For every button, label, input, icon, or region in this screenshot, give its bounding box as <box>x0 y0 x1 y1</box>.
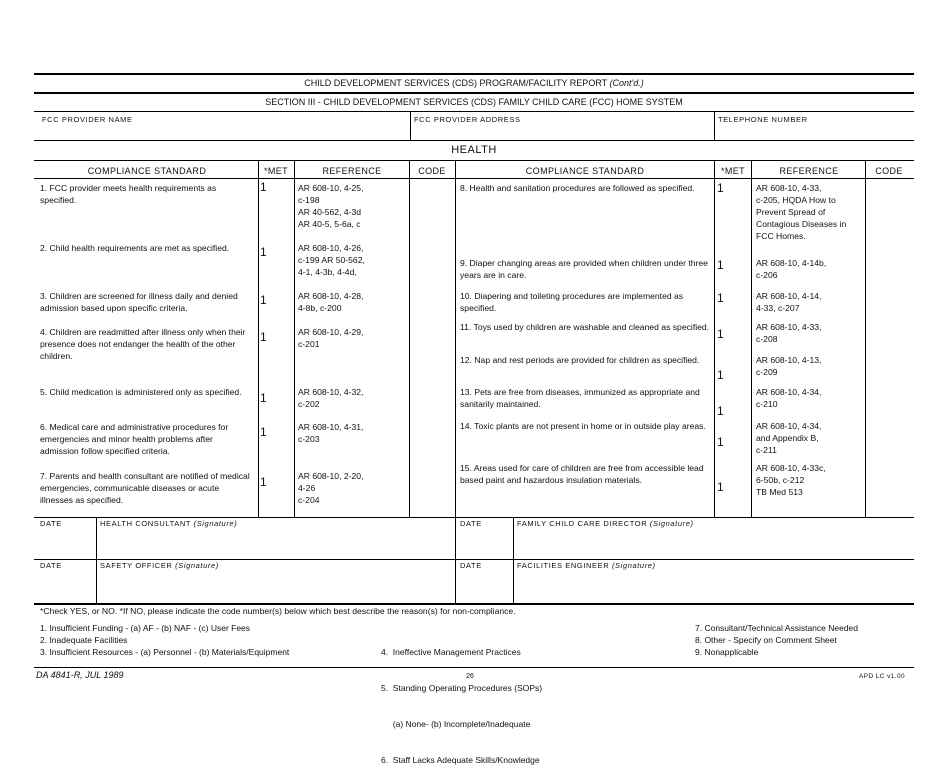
code-1: 1. Insufficient Funding - (a) AF - (b) NAF - (c) User Fees <box>40 623 251 633</box>
telephone-number-label: TELEPHONE NUMBER <box>718 115 808 124</box>
reference-11: AR 608-10, 4-33, c-208 <box>756 322 822 344</box>
standard-11: 11. Toys used by children are washable and cleaned as specified. <box>460 322 710 332</box>
met-13[interactable]: 1 <box>717 404 724 418</box>
fcc-provider-address-field[interactable] <box>414 126 710 138</box>
section-title: SECTION III - CHILD DEVELOPMENT SERVICES (CDS) FAMILY CHILD CARE (FCC) HOME SYSTEM <box>265 97 683 107</box>
page-number: 26 <box>466 673 474 680</box>
met-14[interactable]: 1 <box>717 435 724 449</box>
reference-6: AR 608-10, 4-31, c-203 <box>298 422 364 444</box>
met-7[interactable]: 1 <box>260 475 267 489</box>
fcc-provider-name-label: FCC PROVIDER NAME <box>42 115 133 124</box>
standard-14: 14. Toxic plants are not present in home or in outside play areas. <box>460 421 706 431</box>
fcc-director-date-label: DATE <box>460 519 482 528</box>
reference-8: AR 608-10, 4-33, c-205, HQDA How to Prevent Spread of Contagious Diseases in FCC Homes. <box>756 183 847 241</box>
safety-officer-date-field[interactable] <box>38 574 92 600</box>
standard-1: 1. FCC provider meets health requirements as specified. <box>40 183 217 205</box>
right-met-header: *MET <box>720 166 746 176</box>
met-1[interactable]: 1 <box>260 180 267 194</box>
met-15[interactable]: 1 <box>717 480 724 494</box>
code-3: 3. Insufficient Resources - (a) Personnel - (b) Materials/Equipment <box>40 647 290 657</box>
title-rule <box>34 92 914 94</box>
right-standard-header: COMPLIANCE STANDARD <box>525 166 645 176</box>
reference-10: AR 608-10, 4-14, 4-33, c-207 <box>756 291 822 313</box>
fcc-director-label: FAMILY CHILD CARE DIRECTOR (Signature) <box>517 519 694 528</box>
standard-3: 3. Children are screened for illness daily and denied admission based upon specific criteria. <box>40 291 238 313</box>
fcc-provider-name-field[interactable] <box>42 126 404 138</box>
met-11[interactable]: 1 <box>717 327 724 341</box>
facilities-engineer-date-field[interactable] <box>458 574 510 600</box>
right-code-header: CODE <box>875 166 903 176</box>
footnote: *Check YES, or NO. *If NO, please indicate the code number(s) below which best describe the reason(s) for non-compliance. <box>40 606 516 616</box>
left-met-header: *MET <box>263 166 289 176</box>
reference-4: AR 608-10, 4-29, c-201 <box>298 327 364 349</box>
reference-13: AR 608-10, 4-34, c-210 <box>756 387 822 409</box>
facilities-engineer-label: FACILITIES ENGINEER (Signature) <box>517 561 656 570</box>
left-standard-header: COMPLIANCE STANDARD <box>87 166 207 176</box>
codes-column-2 <box>381 622 681 778</box>
met-3[interactable]: 1 <box>260 293 267 307</box>
health-consultant-date-label: DATE <box>40 519 62 528</box>
met-4[interactable]: 1 <box>260 330 267 344</box>
reference-7: AR 608-10, 2-20, 4-26 c-204 <box>298 471 364 505</box>
right-reference-header: REFERENCE <box>779 166 839 176</box>
reference-9: AR 608-10, 4-14b, c-206 <box>756 258 827 280</box>
section-rule <box>34 111 914 112</box>
reference-12: AR 608-10, 4-13, c-209 <box>756 355 822 377</box>
code-8: 8. Other - Specify on Comment Sheet <box>695 635 837 645</box>
safety-officer-date-label: DATE <box>40 561 62 570</box>
version-label: APD LC v1.00 <box>859 673 905 680</box>
standard-6: 6. Medical care and administrative procedures for emergencies and minor health problems after admission follow specified criteria. <box>40 422 229 456</box>
standard-12: 12. Nap and rest periods are provided for children as specified. <box>460 355 700 365</box>
met-9[interactable]: 1 <box>717 258 724 272</box>
code-7: 7. Consultant/Technical Assistance Needed <box>695 623 859 633</box>
reference-3: AR 608-10, 4-28, 4-8b, c-200 <box>298 291 364 313</box>
standard-4: 4. Children are readmitted after illness only when their presence does not endanger the health of the other children. <box>40 327 246 361</box>
code-6: 6. Staff Lacks Adequate Skills/Knowledge <box>381 755 540 765</box>
facilities-engineer-signature-field[interactable] <box>517 574 911 600</box>
met-2[interactable]: 1 <box>260 245 267 259</box>
met-10[interactable]: 1 <box>717 291 724 305</box>
telephone-number-field[interactable] <box>718 126 910 138</box>
health-consultant-date-field[interactable] <box>38 532 92 556</box>
health-heading: HEALTH <box>451 144 497 156</box>
code-5-detail: (a) None- (b) Incomplete/Inadequate <box>381 719 531 729</box>
standard-8: 8. Health and sanitation procedures are followed as specified. <box>460 183 695 193</box>
safety-officer-signature-field[interactable] <box>100 574 450 600</box>
reference-1: AR 608-10, 4-25, c-198 AR 40-562, 4-3d AR 40-5, 5-6a, c <box>298 183 364 229</box>
fcc-director-date-field[interactable] <box>458 532 510 556</box>
standard-2: 2. Child health requirements are met as specified. <box>40 243 230 253</box>
reference-2: AR 608-10, 4-26, c-199 AR 50-562, 4-1, 4-3b, 4-4d, <box>298 243 365 277</box>
fcc-provider-address-label: FCC PROVIDER ADDRESS <box>414 115 521 124</box>
code-9: 9. Nonapplicable <box>695 647 759 657</box>
safety-officer-label: SAFETY OFFICER (Signature) <box>100 561 219 570</box>
code-2: 2. Inadequate Facilities <box>40 635 128 645</box>
standard-15: 15. Areas used for care of children are free from accessible lead based paint and hazardous insulation materials. <box>460 463 704 485</box>
standard-7: 7. Parents and health consultant are notified of medical emergencies, communicable diseases or acute illnesses as specified. <box>40 471 250 505</box>
met-8[interactable]: 1 <box>717 181 724 195</box>
left-code-header: CODE <box>418 166 446 176</box>
standard-9: 9. Diaper changing areas are provided when children under three years are in care. <box>460 258 708 280</box>
met-6[interactable]: 1 <box>260 425 267 439</box>
standard-13: 13. Pets are free from diseases, immunized as appropriate and sanitarily maintained. <box>460 387 700 409</box>
code-4: 4. Ineffective Management Practices <box>381 647 521 657</box>
met-5[interactable]: 1 <box>260 391 267 405</box>
fcc-director-signature-field[interactable] <box>517 532 911 556</box>
form-id: DA 4841-R, JUL 1989 <box>36 670 124 680</box>
reference-15: AR 608-10, 4-33c, 6-50b, c-212 TB Med 513 <box>756 463 826 497</box>
code-5: 5. Standing Operating Procedures (SOPs) <box>381 683 543 693</box>
health-consultant-signature-field[interactable] <box>100 532 450 556</box>
codes-column-3 <box>695 622 910 658</box>
facilities-engineer-date-label: DATE <box>460 561 482 570</box>
reference-5: AR 608-10, 4-32, c-202 <box>298 387 364 409</box>
codes-column-1 <box>40 622 370 658</box>
standard-5: 5. Child medication is administered only as specified. <box>40 387 242 397</box>
health-consultant-label: HEALTH CONSULTANT (Signature) <box>100 519 238 528</box>
reference-14: AR 608-10, 4-34, and Appendix B, c-211 <box>756 421 822 455</box>
met-12[interactable]: 1 <box>717 368 724 382</box>
standard-10: 10. Diapering and toileting procedures are implemented as specified. <box>460 291 684 313</box>
left-reference-header: REFERENCE <box>322 166 382 176</box>
report-title: CHILD DEVELOPMENT SERVICES (CDS) PROGRAM/FACILITY REPORT (Cont'd.) <box>304 78 644 88</box>
top-rule <box>34 73 914 75</box>
